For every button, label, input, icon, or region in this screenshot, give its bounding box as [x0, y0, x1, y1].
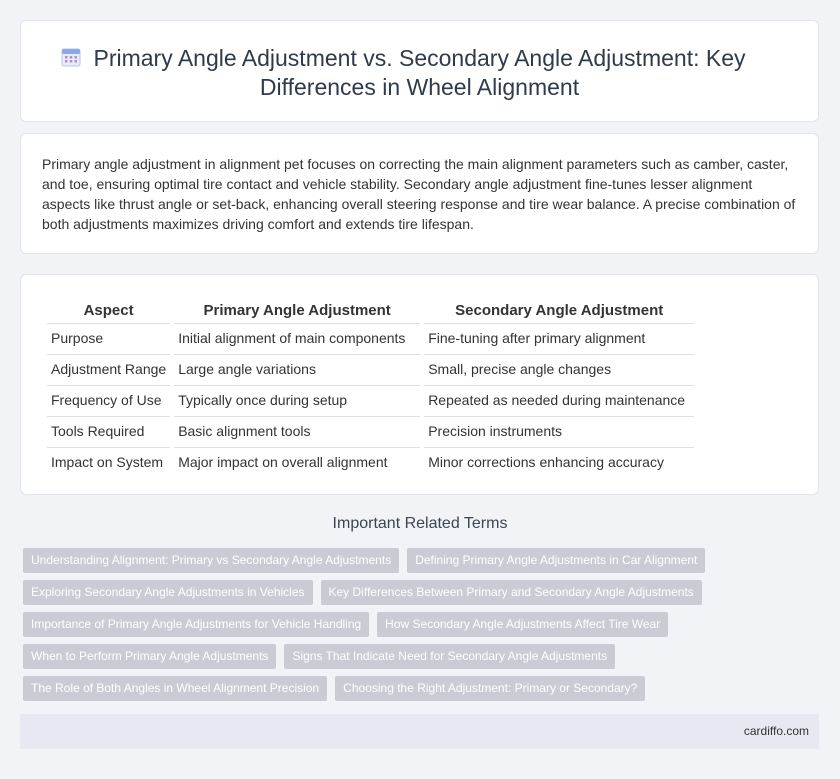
- table-cell: Frequency of Use: [47, 385, 170, 414]
- comparison-table-card: [20, 274, 819, 495]
- column-header-aspect: Aspect: [83, 302, 134, 319]
- table-row: [47, 323, 694, 352]
- table-row: [47, 354, 694, 383]
- table-row: [47, 416, 694, 445]
- related-term-link[interactable]: Importance of Primary Angle Adjustments for Vehicle Handling: [23, 612, 369, 637]
- table-row: [47, 385, 694, 414]
- table-cell: Typically once during setup: [174, 385, 420, 414]
- table-cell: Impact on System: [47, 447, 170, 476]
- related-term-link[interactable]: Defining Primary Angle Adjustments in Car Alignment: [407, 548, 705, 573]
- table-cell: Initial alignment of main components: [174, 323, 420, 352]
- summary-card: [20, 133, 819, 254]
- table-cell: Adjustment Range: [47, 354, 170, 383]
- table-cell: Repeated as needed during maintenance: [424, 385, 694, 414]
- footer-site-link[interactable]: cardiffo.com: [743, 724, 809, 738]
- table-cell: Large angle variations: [174, 354, 420, 383]
- table-cell: Minor corrections enhancing accuracy: [424, 447, 694, 476]
- related-term-link[interactable]: Understanding Alignment: Primary vs Secondary Angle Adjustments: [23, 548, 399, 573]
- related-term-link[interactable]: How Secondary Angle Adjustments Affect Tire Wear: [377, 612, 668, 637]
- table-cell: Tools Required: [47, 416, 170, 445]
- table-cell: Fine-tuning after primary alignment: [424, 323, 694, 352]
- table-header-row: [47, 299, 694, 321]
- table-cell: Basic alignment tools: [174, 416, 420, 445]
- table-cell: Purpose: [47, 323, 170, 352]
- header-card: [20, 20, 819, 122]
- table-cell: Precision instruments: [424, 416, 694, 445]
- related-term-link[interactable]: Signs That Indicate Need for Secondary Angle Adjustments: [284, 644, 615, 669]
- table-cell: Major impact on overall alignment: [174, 447, 420, 476]
- table-cell: Small, precise angle changes: [424, 354, 694, 383]
- column-header-primary: Primary Angle Adjustment: [203, 302, 391, 319]
- comparison-table: [43, 297, 698, 478]
- summary-text: Primary angle adjustment in alignment pet focuses on correcting the main alignment parameters such as camber, caster, and toe, ensuring optimal tire contact and vehicle stability. Secondary angle adjustment fine-tunes lesser alignment aspects like thrust angle or set-back, enhancing overall steering response and tire wear balance. A precise combination of both adjustments maximizes driving comfort and extends tire lifespan.: [42, 156, 796, 232]
- related-term-link[interactable]: When to Perform Primary Angle Adjustments: [23, 644, 276, 669]
- table-row: [47, 447, 694, 476]
- related-terms-title: Important Related Terms: [332, 515, 508, 532]
- related-term-link[interactable]: Exploring Secondary Angle Adjustments in Vehicles: [23, 580, 313, 605]
- page-title: Primary Angle Adjustment vs. Secondary Angle Adjustment: Key Differences in Wheel Alignment: [93, 45, 746, 100]
- related-term-link[interactable]: The Role of Both Angles in Wheel Alignment Precision: [23, 676, 327, 701]
- footer: [20, 714, 819, 749]
- related-term-link[interactable]: Key Differences Between Primary and Secondary Angle Adjustments: [321, 580, 702, 605]
- related-term-link[interactable]: Choosing the Right Adjustment: Primary or Secondary?: [335, 676, 645, 701]
- related-terms-list: [23, 548, 823, 708]
- column-header-secondary: Secondary Angle Adjustment: [455, 302, 664, 319]
